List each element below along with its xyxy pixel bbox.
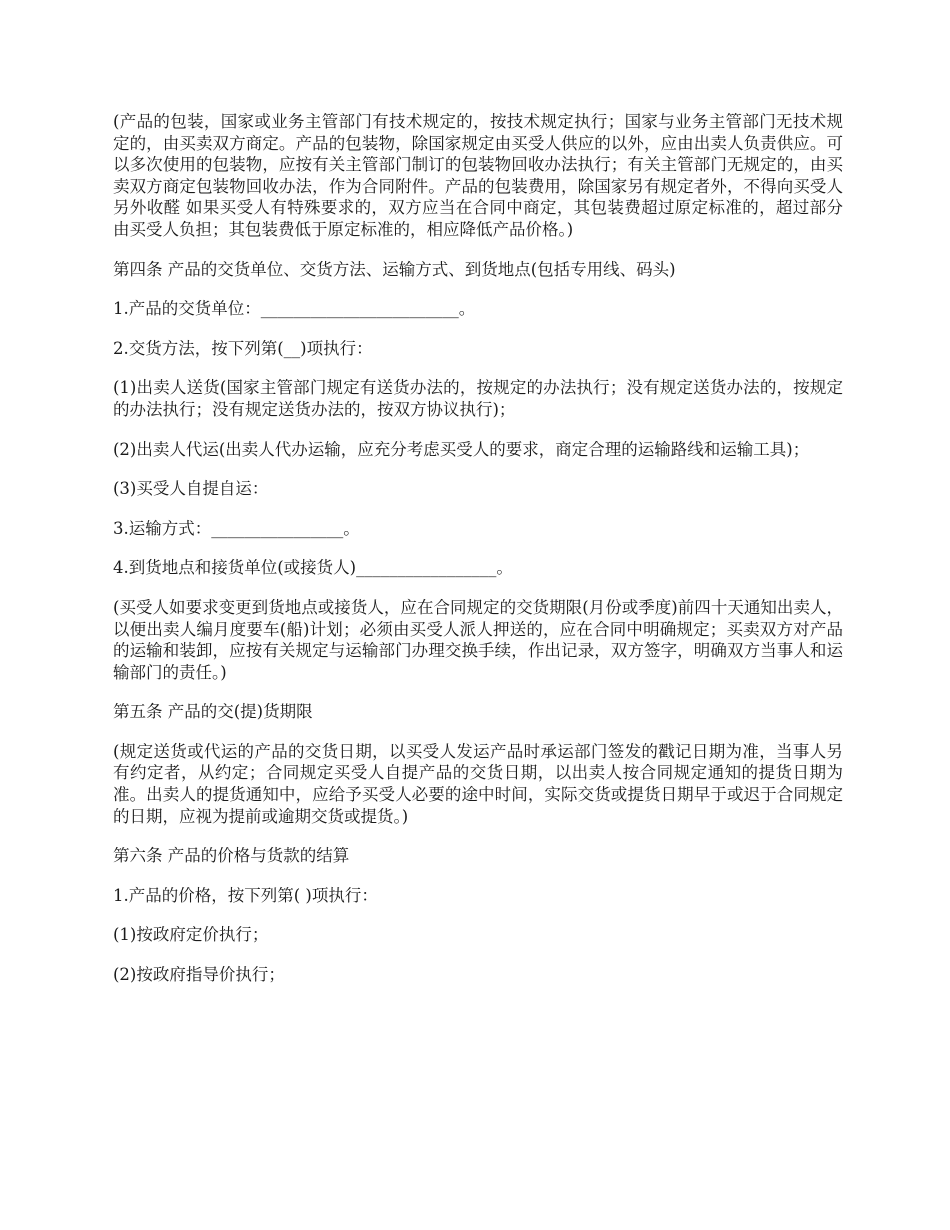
price-clause: 1.产品的价格，按下列第( )项执行：	[113, 885, 378, 905]
delivery-unit-clause: 1.产品的交货单位：________________________。	[113, 299, 476, 319]
article-6-heading: 第六条 产品的价格与货款的结算	[113, 846, 350, 866]
change-location-note: (买受人如要求变更到货地点或接货人，应在合同规定的交货期限(月份或季度)前四十天通知出卖人，以便出卖人编月度要车(船)计划；必须由买受人派人押送的，应在合同中明确规定；买卖双方对产品的运输和装卸，应按有关规定与运输部门办理交换手续，作出记录，双方签字，明确双方当事人和运输部门的责任。)	[113, 597, 843, 682]
price-option-1: (1)按政府定价执行；	[113, 925, 269, 945]
article-5-heading: 第五条 产品的交(提)货期限	[113, 702, 313, 722]
delivery-option-3: (3)买受人自提自运：	[113, 479, 269, 499]
delivery-method-clause: 2.交货方法，按下列第(__)项执行：	[113, 338, 373, 358]
article-4-heading: 第四条 产品的交货单位、交货方法、运输方式、到货地点(包括专用线、码头)	[113, 259, 676, 279]
transport-mode-clause: 3.运输方式：________________。	[113, 518, 360, 538]
delivery-option-2: (2)出卖人代运(出卖人代办运输，应充分考虑买受人的要求，商定合理的运输路线和运输工具)；	[113, 439, 810, 459]
price-option-2: (2)按政府指导价执行；	[113, 965, 285, 985]
delivery-date-note: (规定送货或代运的产品的交货日期，以买受人发运产品时承运部门签发的戳记日期为准，当事人另有约定者，从约定；合同规定买受人自提产品的交货日期，以出卖人按合同规定通知的提货日期为准。出卖人的提货通知中，应给予买受人必要的途中时间，实际交货或提货日期早于或迟于合同规定的日期，应视为提前或逾期交货或提货。)	[113, 741, 843, 826]
delivery-option-1: (1)出卖人送货(国家主管部门规定有送货办法的，按规定的办法执行；没有规定送货办法的，按规定的办法执行；没有规定送货办法的，按双方协议执行)；	[113, 378, 843, 419]
packaging-note: (产品的包装，国家或业务主管部门有技术规定的，按技术规定执行；国家与业务主管部门无技术规定的，由买卖双方商定。产品的包装物，除国家规定由买受人供应的以外，应由出卖人负责供应。可以多次使用的包装物，应按有关主管部门制订的包装物回收办法执行；有关主管部门无规定的，由买卖双方商定包装物回收办法，作为合同附件。产品的包装费用，除国家另有规定者外，不得向买受人另外收醛 如果买受人有特殊要求的，双方应当在合同中商定，其包装费超过原定标准的，超过部分由买受人负担；其包装费低于原定标准的，相应降低产品价格。)	[113, 112, 843, 239]
arrival-location-clause: 4.到货地点和接货单位(或接货人)_________________。	[113, 558, 513, 578]
document-body	[113, 111, 843, 1004]
